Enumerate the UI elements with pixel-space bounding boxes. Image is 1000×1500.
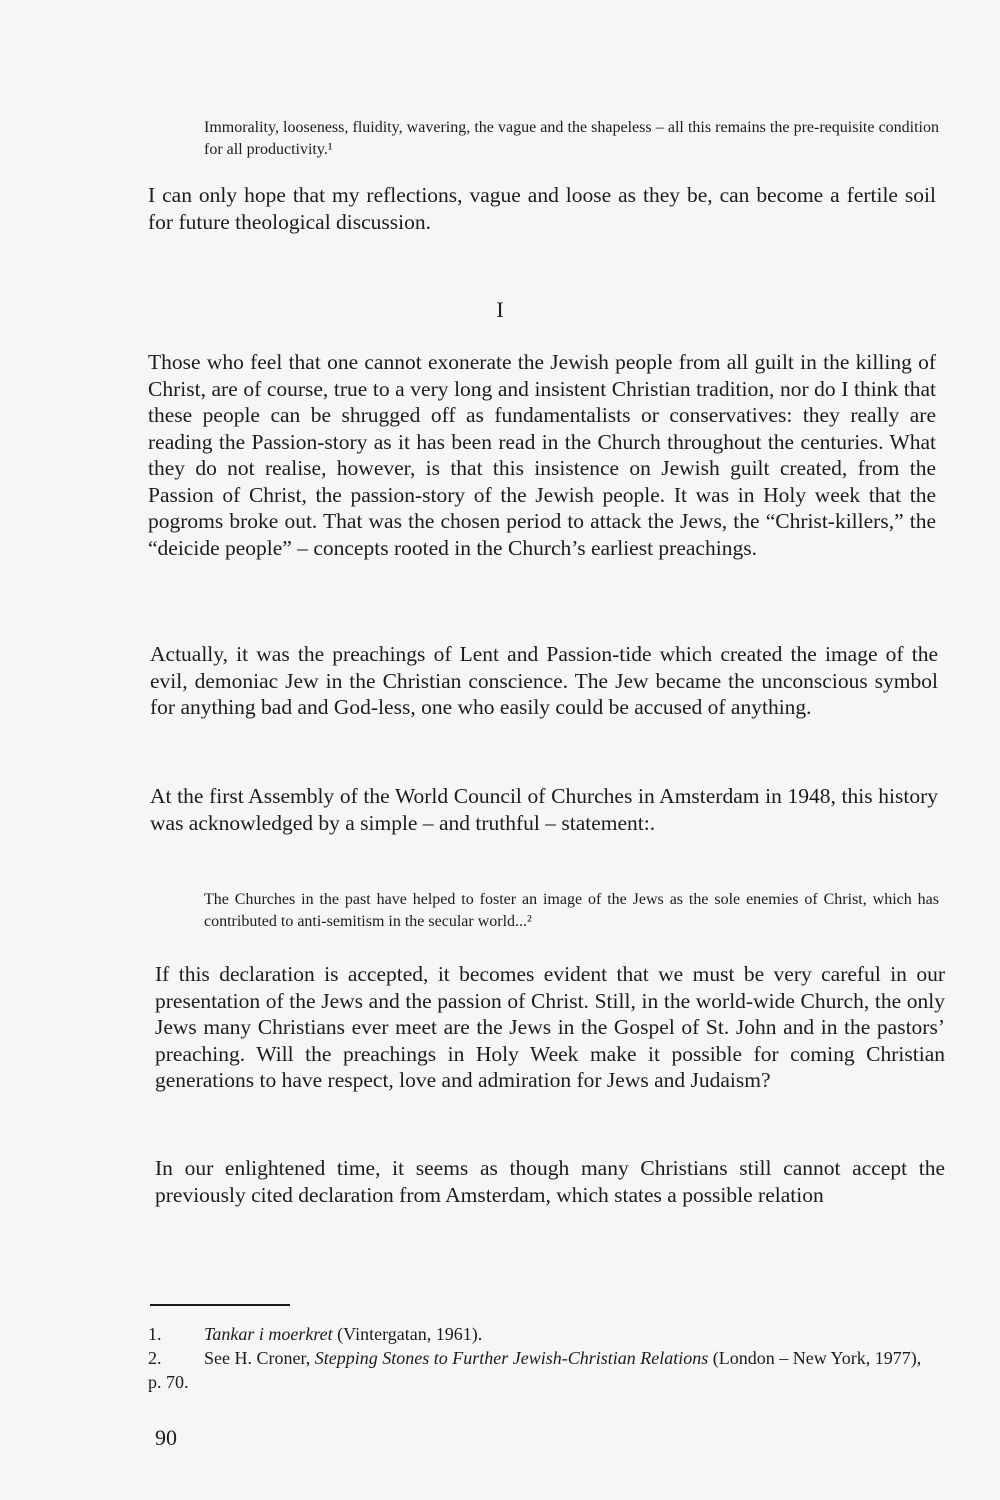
body-paragraph: Those who feel that one cannot exonerate the Jewish people from all guilt in the killing of Christ, are of course, true to a very long and insistent Christian tradition, nor do I think that these people can be shrugged off as fundamentalists or conservatives: they really are reading the Passion-story as it has been read in the Church throughout the centuries. What they do not realise, however, is that this insistence on Jewish guilt created, from the Passion of Christ, the passion-story of the Jewish people. It was in Holy week that the pogroms broke out. That was the chosen period to attack the Jews, the “Christ-killers,” the “deicide people” – concepts rooted in the Church’s earliest preachings. (148, 350, 936, 560)
body-paragraph: At the first Assembly of the World Council of Churches in Amsterdam in 1948, this history was acknowledged by a simple – and truthful – statement:. (150, 784, 938, 835)
intro-paragraph: I can only hope that my reflections, vague and loose as they be, can become a fertile soil for future theological discussion. (148, 183, 936, 234)
footnote-2 (148, 1346, 938, 1394)
footnote-text: (Vintergatan, 1961). (332, 1324, 483, 1344)
footnote-text: See H. Croner, (204, 1348, 315, 1368)
footnote-title: Tankar i moerkret (204, 1324, 333, 1344)
body-paragraph: In our enlightened time, it seems as though many Christians still cannot accept the previously cited declaration from Amsterdam, which states a possible relation (155, 1156, 945, 1207)
section-heading: I (496, 297, 504, 322)
body-paragraph: If this declaration is accepted, it becomes evident that we must be very careful in our presentation of the Jews and the passion of Christ. Still, in the world-wide Church, the only Jews many Christians ever meet are the Jews in the Gospel of St. John and in the pastors’ preaching. Will the preachings in Holy Week make it possible for coming Christian generations to have respect, love and admiration for Jews and Judaism? (155, 962, 945, 1092)
footnote-1 (148, 1322, 938, 1346)
block-quote: The Churches in the past have helped to foster an image of the Jews as the sole enemies of Christ, which has contributed to anti-semitism in the secular world...² (204, 891, 939, 930)
footnotes (148, 1322, 938, 1394)
footnote-number: 1. (148, 1324, 162, 1344)
footnote-divider (150, 1304, 290, 1306)
footnote-number: 2. (148, 1348, 162, 1368)
page-number: 90 (155, 1425, 177, 1450)
body-paragraph: Actually, it was the preachings of Lent and Passion-tide which created the image of the evil, demoniac Jew in the Christian conscience. The Jew became the unconscious symbol for anything bad and God-less, one who easily could be accused of anything. (150, 642, 938, 719)
footnote-title: Stepping Stones to Further Jewish-Christian Relations (314, 1348, 709, 1368)
footnote-text: (London – New York, 1977), p. 70. (148, 1348, 922, 1392)
epigraph-quote: Immorality, looseness, fluidity, wavering, the vague and the shapeless – all this remains the pre-requisite condition for all productivity.¹ (204, 119, 939, 158)
